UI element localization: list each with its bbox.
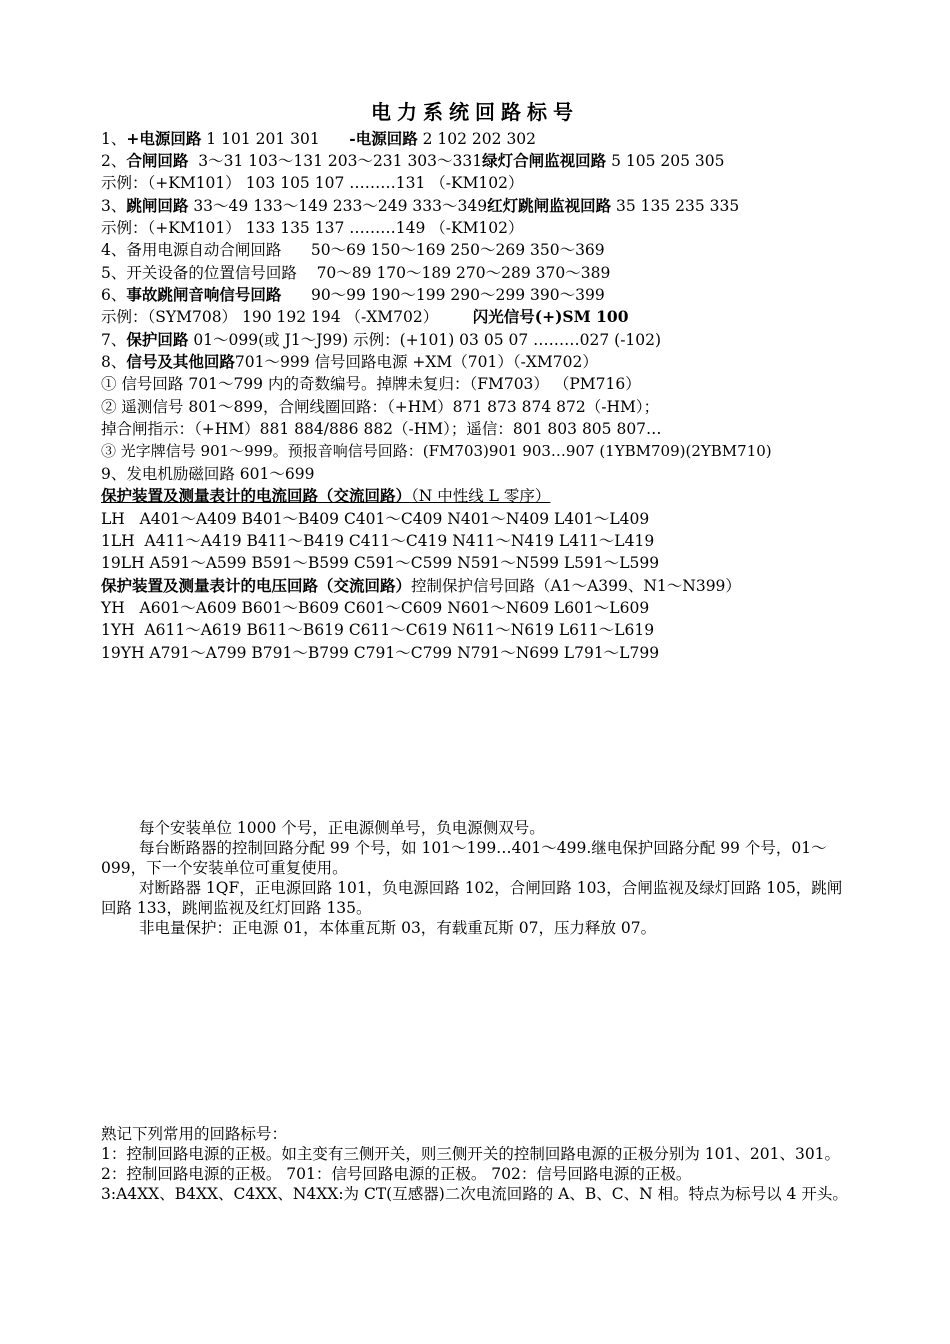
line-backup-power: 4、备用电源自动合闸回路 50～69 150～169 250～269 350～369 xyxy=(101,241,605,259)
line-1lh: 1LH A411～A419 B411～B419 C411～C419 N411～N419 L411～L419 xyxy=(101,532,655,550)
line-text: 3～31 103～131 203～231 303～331 xyxy=(188,152,483,170)
line-protection-circuit xyxy=(101,330,661,350)
memorize-section xyxy=(101,1124,853,1204)
bold-term: -电源回路 xyxy=(349,129,418,148)
bold-term: 保护回路 xyxy=(126,330,189,349)
bold-term: 保护装置及测量表计的电压回路（交流回路） xyxy=(101,576,412,595)
notes-paragraphs xyxy=(101,818,853,938)
note-1: 每个安装单位 1000 个号，正电源侧单号，负电源侧双号。 xyxy=(139,819,545,837)
line-text: 2 102 202 302 xyxy=(417,130,537,148)
line-19lh: 19LH A591～A599 B591～B599 C591～C599 N591～N599 L591～L599 xyxy=(101,554,660,572)
line-text: 控制保护信号回路（A1～A399、N1～N399） xyxy=(411,577,741,595)
line-trip-circuit xyxy=(101,196,739,216)
line-lh: LH A401～A409 B401～B409 C401～C409 N401～N409 L401～L409 xyxy=(101,510,650,528)
line-positive-power xyxy=(101,129,536,149)
note-3: 对断路器 1QF，正电源回路 101，负电源回路 102，合闸回路 103，合闸监视及绿灯回路 105，跳闸回路 133，跳闸监视及红灯回路 135。 xyxy=(101,879,843,917)
line-switch-position: 5、开关设备的位置信号回路 70～89 170～189 270～289 370～389 xyxy=(101,264,611,282)
line-text: 90～99 190～199 290～299 390～399 xyxy=(281,286,605,304)
line-closing-circuit xyxy=(101,151,724,171)
line-example-1: 示例：（+KM101） 103 105 107 ………131 （-KM102） xyxy=(101,174,524,192)
line-example-3 xyxy=(101,307,629,327)
page-title: 电力系统回路标号 xyxy=(371,100,579,124)
line-signal-1: ① 信号回路 701～799 内的奇数编号。掉牌未复归：（FM703） （PM716） xyxy=(101,375,641,393)
line-generator: 9、发电机励磁回路 601～699 xyxy=(101,465,315,483)
bold-term: 绿灯合闸监视回路 xyxy=(482,151,607,170)
bold-term: 跳闸回路 xyxy=(126,196,189,215)
note-2: 每台断路器的控制回路分配 99 个号，如 101～199…401～499.继电保护回路分配 99 个号，01～099，下一个安装单位可重复使用。 xyxy=(101,839,827,877)
bold-term: 信号及其他回路 xyxy=(126,352,235,371)
memorize-heading: 熟记下列常用的回路标号： xyxy=(101,1125,288,1143)
line-prefix: 3、 xyxy=(101,197,127,215)
line-yh: YH A601～A609 B601～B609 C601～C609 N601～N609 L601～L609 xyxy=(101,599,650,617)
line-example-2: 示例：（+KM101） 133 135 137 ………149 （-KM102） xyxy=(101,219,524,237)
bold-term: 保护装置及测量表计的电流回路（交流回路） xyxy=(101,486,412,505)
line-signal-4: ③ 光字牌信号 901～999。预报音响信号回路：(FM703)901 903…907 (1YBM709)(2YBM710) xyxy=(101,442,772,460)
line-prefix: 1、 xyxy=(101,130,127,148)
line-text: 35 135 235 335 xyxy=(611,197,740,215)
bold-term: +电源回路 xyxy=(126,129,202,148)
line-prefix: 6、 xyxy=(101,286,127,304)
memorize-1: 1：控制回路电源的正极。如主变有三侧开关，则三侧开关的控制回路电源的正极分别为 101、201、301。 xyxy=(101,1145,841,1163)
line-text: （N 中性线 L 零序） xyxy=(411,487,551,505)
line-prefix: 2、 xyxy=(101,152,127,170)
memorize-2: 2：控制回路电源的正极。 701：信号回路电源的正极。 702：信号回路电源的正极。 xyxy=(101,1165,692,1183)
line-1yh: 1YH A611～A619 B611～B619 C611～C619 N611～N619 L611～L619 xyxy=(101,621,655,639)
line-signal-3: 掉合闸指示：（+HM）881 884/886 882（-HM）；遥信：801 803 805 807… xyxy=(101,420,662,438)
line-prefix: 8、 xyxy=(101,353,127,371)
line-signal-2: ② 遥测信号 801～899，合闸线圈回路：（+HM）871 873 874 872（-HM）； xyxy=(101,398,660,416)
line-text: 示例：（SYM708） 190 192 194 （-XM702） xyxy=(101,308,473,326)
bold-term: 闪光信号(+)SM 100 xyxy=(472,307,629,326)
line-text: 1 101 201 301 xyxy=(201,130,350,148)
memorize-3: 3:A4XX、B4XX、C4XX、N4XX:为 CT(互感器)二次电流回路的 A、B、C、N 相。特点为标号以 4 开头。 xyxy=(101,1185,848,1203)
line-text: 701～999 信号回路电源 +XM（701）（-XM702） xyxy=(234,353,598,371)
bold-term: 合闸回路 xyxy=(126,151,189,170)
line-signal-circuit xyxy=(101,352,598,372)
line-text: 01～099(或 J1～J99) 示例：(+101) 03 05 07 ………027 (-102) xyxy=(188,331,662,349)
line-prefix: 7、 xyxy=(101,331,127,349)
heading-current-circuit xyxy=(101,486,550,506)
line-accident-trip xyxy=(101,285,605,305)
line-text: 33～49 133～149 233～249 333～349 xyxy=(188,197,488,215)
bold-term: 红灯跳闸监视回路 xyxy=(487,196,612,215)
note-4: 非电量保护：正电源 01，本体重瓦斯 03，有载重瓦斯 07，压力释放 07。 xyxy=(139,919,657,937)
line-text: 5 105 205 305 xyxy=(606,152,725,170)
bold-term: 事故跳闸音响信号回路 xyxy=(126,285,282,304)
heading-voltage-circuit xyxy=(101,576,741,596)
line-19yh: 19YH A791～A799 B791～B799 C791～C799 N791～N699 L791～L799 xyxy=(101,644,660,662)
